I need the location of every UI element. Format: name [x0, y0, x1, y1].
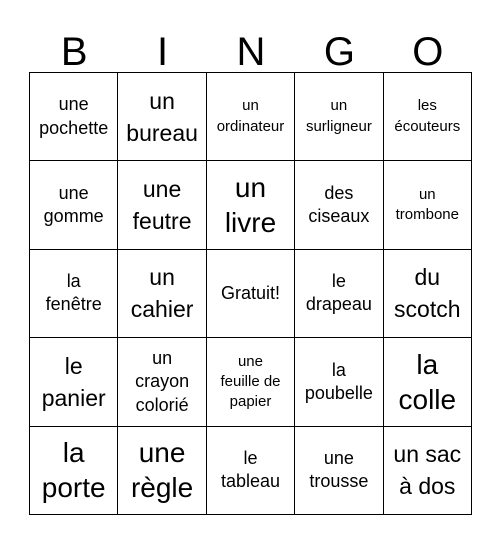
cell-text: un ordinateur [216, 97, 285, 135]
bingo-cell[interactable] [118, 250, 206, 338]
cell-text: le tableau [220, 447, 281, 492]
bingo-cell[interactable] [207, 427, 295, 515]
bingo-cell[interactable] [118, 338, 206, 426]
cell-text: un sac à dos [393, 441, 462, 500]
cell-text: un cahier [130, 264, 194, 323]
header-letter-i: I [157, 30, 169, 74]
bingo-cell[interactable] [207, 73, 295, 161]
cell-text: un crayon colorié [135, 347, 190, 415]
bingo-cell[interactable] [30, 427, 118, 515]
cell-text: les écouteurs [394, 97, 461, 135]
bingo-header [30, 28, 472, 76]
bingo-cell[interactable] [30, 338, 118, 426]
cell-text: la poubelle [304, 359, 373, 403]
cell-text: une gomme [43, 182, 104, 227]
bingo-cell[interactable] [207, 338, 295, 426]
bingo-cell[interactable] [384, 250, 472, 338]
cell-text: un livre [224, 172, 277, 239]
cell-text: une feutre [132, 175, 192, 235]
bingo-cell[interactable] [30, 250, 118, 338]
bingo-cell[interactable] [295, 73, 383, 161]
bingo-cell[interactable] [295, 250, 383, 338]
cell-text: une trousse [309, 447, 369, 492]
cell-text: le drapeau [305, 271, 372, 315]
header-letter-b: B [60, 30, 88, 74]
bingo-grid [29, 72, 472, 515]
bingo-cell[interactable] [118, 73, 206, 161]
bingo-cell[interactable] [30, 73, 118, 161]
bingo-cell[interactable] [384, 427, 472, 515]
header-letter-g: G [323, 30, 355, 74]
free-space-text: Gratuit! [220, 282, 280, 303]
bingo-cell[interactable] [384, 338, 472, 426]
bingo-cell[interactable] [207, 161, 295, 249]
bingo-cell[interactable] [295, 338, 383, 426]
bingo-cell[interactable] [384, 161, 472, 249]
bingo-cell[interactable] [295, 161, 383, 249]
bingo-cell[interactable] [118, 161, 206, 249]
cell-text: un surligneur [305, 97, 372, 135]
cell-text: la porte [41, 437, 106, 504]
header-letter-o: O [412, 30, 444, 74]
cell-text: une pochette [39, 94, 109, 138]
bingo-cell[interactable] [118, 427, 206, 515]
cell-text: une feuille de papier [220, 352, 281, 411]
cell-text: du scotch [394, 264, 461, 323]
free-space-cell[interactable] [207, 250, 295, 338]
cell-text: un trombone [395, 185, 459, 224]
cell-text: la colle [398, 348, 457, 415]
cell-text: une règle [130, 437, 194, 504]
header-letter-n: N [236, 30, 266, 74]
cell-text: le panier [41, 352, 106, 411]
bingo-cell[interactable] [30, 161, 118, 249]
bingo-cell[interactable] [384, 73, 472, 161]
cell-text: un bureau [126, 87, 198, 146]
bingo-cell[interactable] [295, 427, 383, 515]
cell-text: des ciseaux [308, 182, 370, 227]
cell-text: la fenêtre [45, 271, 102, 315]
